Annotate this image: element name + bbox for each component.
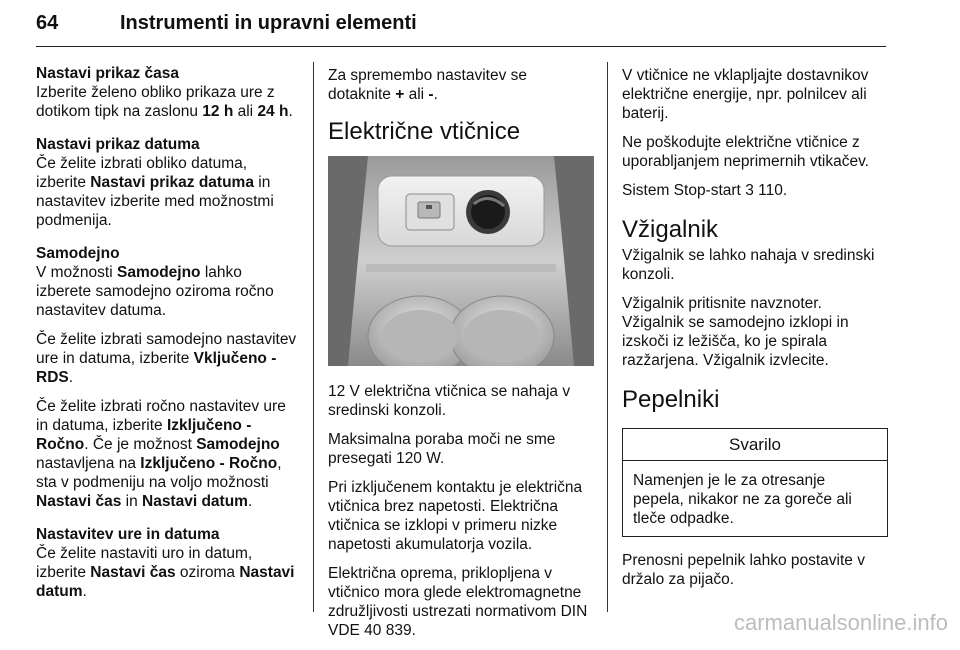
warning-text: Namenjen je le za otresanje pepela, nikakor ne za goreče ali tleče odpadke. bbox=[633, 472, 852, 527]
paragraph: Maksimalna poraba moči ne sme presegati 120 W. bbox=[328, 431, 556, 467]
page-number: 64 bbox=[36, 12, 59, 34]
column-1 bbox=[36, 64, 298, 615]
watermark: carmanualsonline.info bbox=[733, 610, 948, 635]
paragraph: Vžigalnik se lahko nahaja v sredinski konzoli. bbox=[622, 247, 875, 283]
paragraph: Sistem Stop-start 3 110. bbox=[622, 182, 788, 199]
warning-title: Svarilo bbox=[623, 429, 887, 461]
block-automatic bbox=[36, 244, 298, 511]
heading-lighter: Vžigalnik bbox=[622, 216, 719, 243]
heading-ashtrays: Pepelniki bbox=[622, 386, 720, 413]
column-2 bbox=[328, 66, 594, 650]
block-time-format bbox=[36, 64, 298, 121]
paragraph: V možnosti Samodejno lahko izberete samodejno oziroma ročno nastavitev datuma. bbox=[36, 264, 274, 319]
column-divider bbox=[607, 62, 608, 612]
heading-time-format: Nastavi prikaz časa bbox=[36, 65, 180, 82]
block-date-format bbox=[36, 135, 298, 230]
paragraph: V vtičnice ne vklapljajte dostavnikov električne energije, npr. polnilcev ali baterij. bbox=[622, 67, 869, 122]
reference-arrow-icon: 3 bbox=[745, 182, 754, 199]
paragraph: Prenosni pepelnik lahko postavite v držalo za pijačo. bbox=[622, 552, 865, 588]
paragraph: Električna oprema, priklopljena v vtičnico mora glede elektromagnetne združljivosti ustrezati normativom DIN VDE 40 839. bbox=[328, 565, 588, 639]
paragraph: Če želite izbrati ročno nastavitev ure in datuma, izberite Izključeno - Ročno. Če je možnost Samodejno nastavljena na Izključeno - Ročno, sta v podmeniju na voljo možnosti Nastavi čas in Nastavi datum. bbox=[36, 398, 286, 510]
page-header bbox=[36, 10, 886, 47]
column-3 bbox=[622, 66, 888, 599]
paragraph: Pri izključenem kontaktu je električna vtičnica brez napetosti. Električna vtičnica se izklopi v primeru nizke napetosti akumulatorja vozila. bbox=[328, 479, 583, 553]
paragraph: Če želite izbrati obliko datuma, izberite Nastavi prikaz datuma in nastavitev izberite med možnostmi podmenija. bbox=[36, 155, 274, 229]
paragraph: Če želite izbrati samodejno nastavitev ure in datuma, izberite Vključeno - RDS. bbox=[36, 331, 297, 386]
paragraph: Vžigalnik pritisnite navznoter. Vžigalnik se samodejno izklopi in izskoči iz ležišča, ko je spirala razžarjena. Vžigalnik izvlecite. bbox=[622, 295, 849, 369]
column-divider bbox=[313, 62, 314, 612]
paragraph: Izberite želeno obliko prikaza ure z dotikom tipk na zaslonu 12 h ali 24 h. bbox=[36, 84, 293, 120]
paragraph: Za spremembo nastavitev se dotaknite + ali -. bbox=[328, 67, 528, 103]
warning-box bbox=[622, 428, 888, 537]
heading-set-time-date: Nastavitev ure in datuma bbox=[36, 526, 220, 543]
section-title: Instrumenti in upravni elementi bbox=[120, 12, 417, 34]
block-set-time-date bbox=[36, 525, 298, 601]
heading-automatic: Samodejno bbox=[36, 245, 120, 262]
paragraph: Ne poškodujte električne vtičnice z uporabljanjem neprimernih vtikačev. bbox=[622, 134, 869, 170]
paragraph: 12 V električna vtičnica se nahaja v sredinski konzoli. bbox=[328, 383, 571, 419]
paragraph: Če želite nastaviti uro in datum, izberite Nastavi čas oziroma Nastavi datum. bbox=[36, 545, 295, 600]
power-outlet-photo bbox=[328, 156, 594, 366]
heading-date-format: Nastavi prikaz datuma bbox=[36, 136, 200, 153]
heading-power-outlets: Električne vtičnice bbox=[328, 118, 521, 145]
